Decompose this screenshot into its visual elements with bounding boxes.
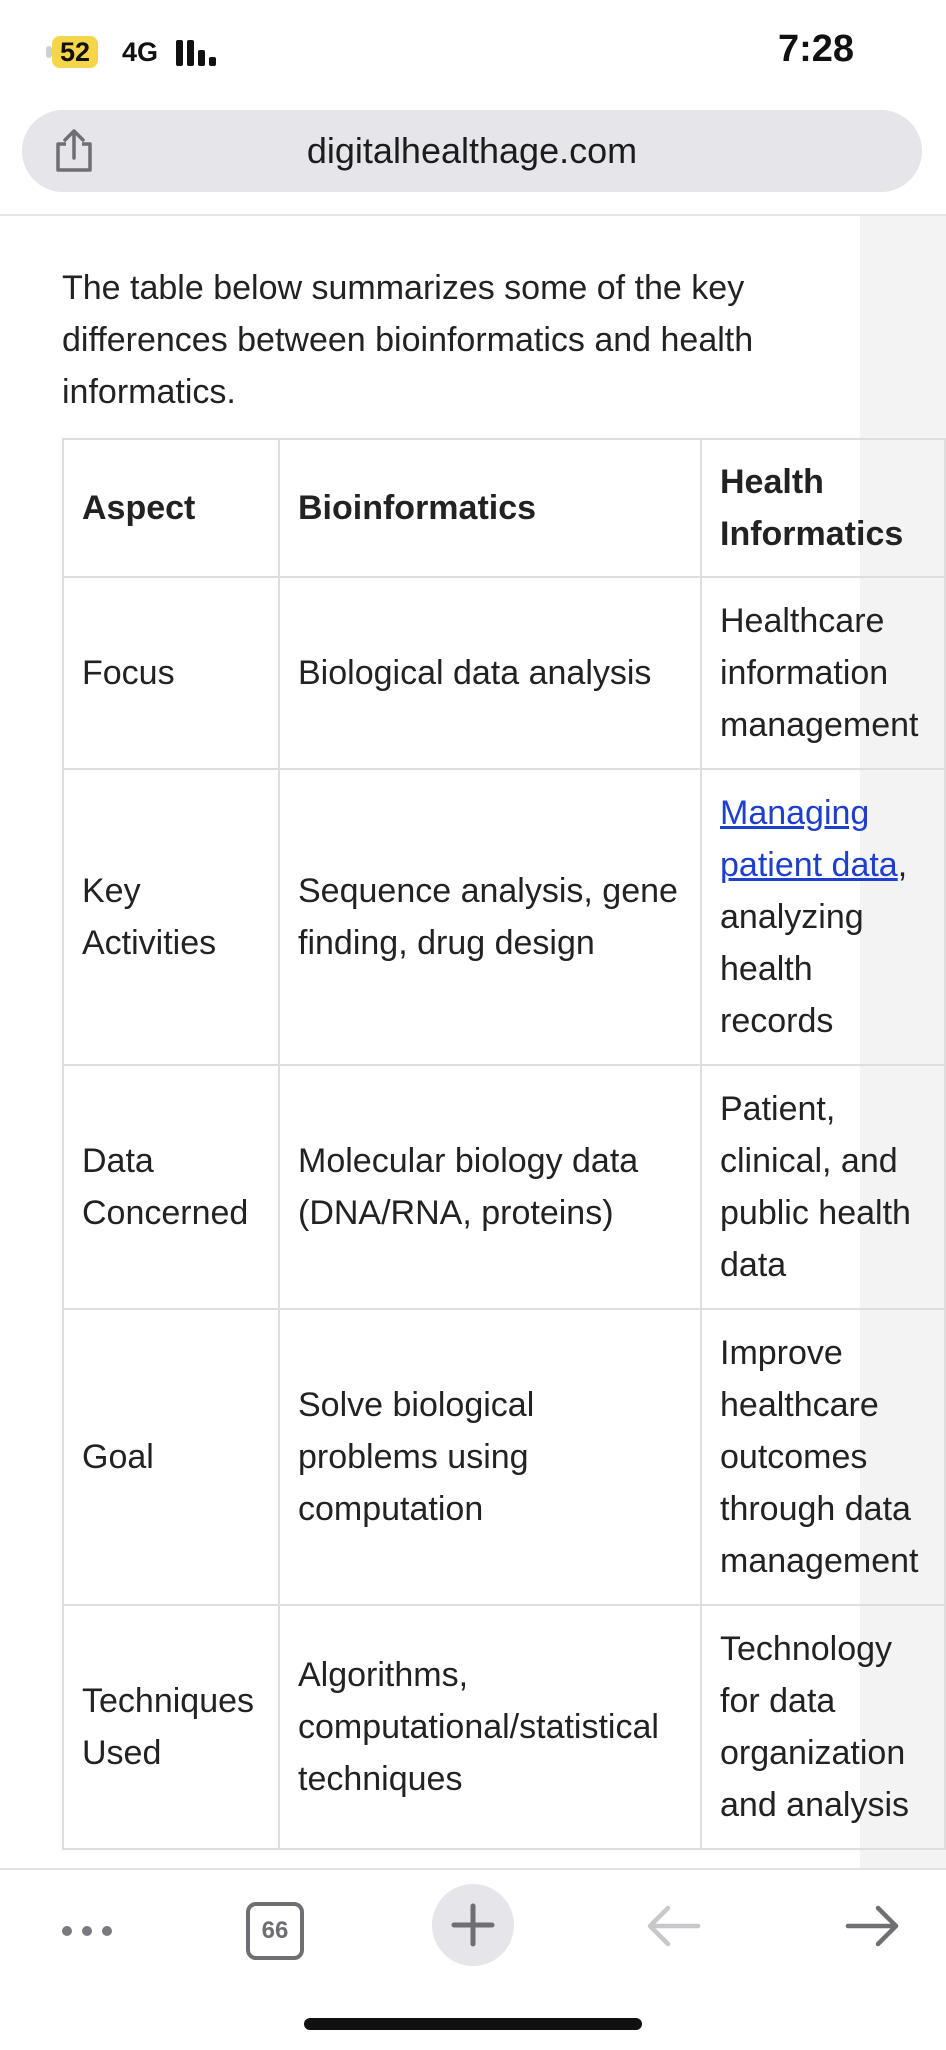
home-indicator — [304, 2018, 642, 2030]
header-health-informatics: Health Informatics — [701, 439, 945, 577]
address-bar[interactable] — [22, 110, 922, 192]
cell-aspect: Key Activities — [63, 769, 279, 1065]
battery-level: 52 — [52, 36, 98, 68]
share-icon[interactable] — [52, 128, 96, 174]
signal-icon — [176, 38, 220, 66]
cell-aspect: Techniques Used — [63, 1605, 279, 1849]
cell-bioinformatics: Molecular biology data (DNA/RNA, proteins) — [279, 1065, 701, 1309]
table-header-row — [63, 439, 945, 577]
cell-bioinformatics: Solve biological problems using computation — [279, 1309, 701, 1605]
cell-bioinformatics: Biological data analysis — [279, 577, 701, 769]
header-bioinformatics: Bioinformatics — [279, 439, 701, 577]
cell-bioinformatics: Sequence analysis, gene finding, drug design — [279, 769, 701, 1065]
table-row — [63, 769, 945, 1065]
cell-health-informatics: Healthcare information management — [701, 577, 945, 769]
table-row — [63, 1309, 945, 1605]
new-tab-button[interactable] — [432, 1884, 514, 1966]
managing-patient-data-link[interactable]: Managing patient data — [720, 794, 898, 884]
forward-arrow-icon[interactable] — [844, 1904, 902, 1948]
table-row — [63, 1605, 945, 1849]
tabs-button[interactable]: 66 — [246, 1902, 304, 1960]
comparison-table — [62, 438, 946, 1850]
back-arrow-icon[interactable] — [644, 1904, 702, 1948]
clock: 7:28 — [777, 28, 854, 70]
cell-health-informatics: Improve healthcare outcomes through data management — [701, 1309, 945, 1605]
network-type: 4G — [122, 37, 159, 67]
header-aspect: Aspect — [63, 439, 279, 577]
cell-health-informatics — [701, 769, 945, 1065]
cell-aspect: Goal — [63, 1309, 279, 1605]
cell-bioinformatics: Algorithms, computational/statistical techniques — [279, 1605, 701, 1849]
cell-aspect: Focus — [63, 577, 279, 769]
table-row — [63, 577, 945, 769]
cell-health-informatics: Patient, clinical, and public health data — [701, 1065, 945, 1309]
status-bar — [0, 0, 946, 100]
more-icon[interactable] — [62, 1922, 114, 1938]
address-bar-divider — [0, 214, 946, 216]
cell-aspect: Data Concerned — [63, 1065, 279, 1309]
cell-health-informatics: Technology for data organization and analysis — [701, 1605, 945, 1849]
cell-health-text: , analyzing health records — [720, 846, 908, 1040]
url-text[interactable]: digitalhealthage.com — [306, 130, 638, 171]
plus-icon — [432, 1884, 514, 1966]
intro-paragraph: The table below summarizes some of the key differences between bioinformatics and health informatics. — [62, 269, 754, 411]
table-row — [63, 1065, 945, 1309]
